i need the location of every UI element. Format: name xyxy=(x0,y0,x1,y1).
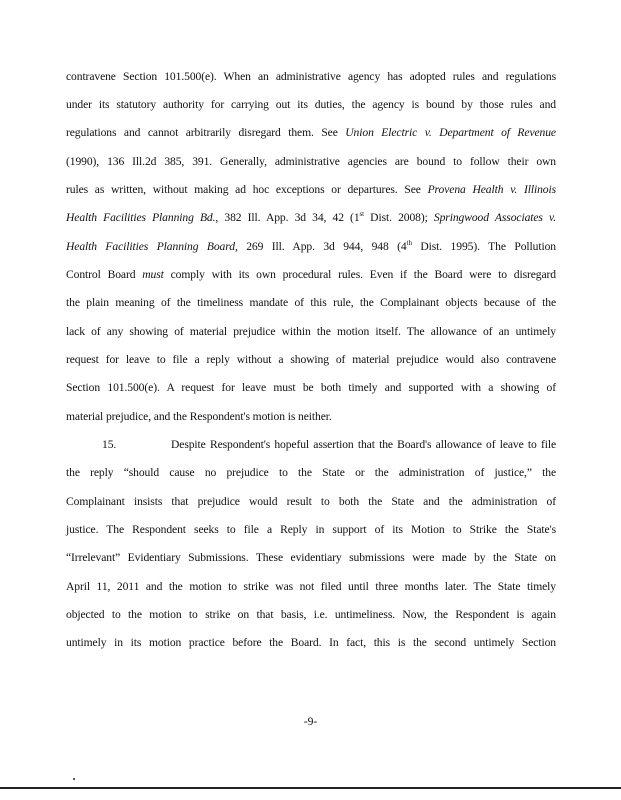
case-citation: Union Electric v. Department of Revenue xyxy=(345,126,556,139)
text-line: request for leave to file a reply without a showing of material prejudice would also contravene xyxy=(66,353,556,366)
text-line: Section 101.500(e). A request for leave must be both timely and supported with a showing of xyxy=(66,381,556,394)
case-citation: Health Facilities Planning Board xyxy=(66,240,235,253)
text-line: Complainant insists that prejudice would result to both the State and the administration of xyxy=(66,495,556,508)
text-line: objected to the motion to strike on that basis, i.e. untimeliness. Now, the Respondent is again xyxy=(66,608,556,621)
text-line: contravene Section 101.500(e). When an administrative agency has adopted rules and regulations xyxy=(66,70,556,83)
case-citation: Springwood Associates v. xyxy=(433,211,556,224)
text-line: the reply “should cause no prejudice to the State or the administration of justice,” the xyxy=(66,466,556,479)
text-line: Health Facilities Planning Board, 269 Ill. App. 3d 944, 948 (4th Dist. 1995). The Pollution xyxy=(66,239,556,253)
case-citation: Health Facilities Planning Bd. xyxy=(66,211,216,224)
paragraph-15-first-line: 15. Despite Respondent's hopeful assertion that the Board's allowance of leave to file xyxy=(66,438,556,452)
text-line: the plain meaning of the timeliness mandate of this rule, the Complainant objects because of the xyxy=(66,296,556,309)
paragraph-number: 15. xyxy=(102,438,117,451)
text-line: lack of any showing of material prejudice within the motion itself. The allowance of an untimely xyxy=(66,325,556,338)
text-line: rules as written, without making ad hoc exceptions or departures. See Provena Health v. Illinois xyxy=(66,183,557,196)
text-line: untimely in its motion practice before the Board. In fact, this is the second untimely Section xyxy=(66,636,556,649)
text-line: Health Facilities Planning Bd., 382 Ill. App. 3d 34, 42 (1st Dist. 2008); Springwood Associates v. xyxy=(66,210,556,224)
footer-rule xyxy=(0,787,621,789)
text-line: justice. The Respondent seeks to file a Reply in support of its Motion to Strike the State's xyxy=(66,523,556,536)
text-line: “Irrelevant” Evidentiary Submissions. These evidentiary submissions were made by the State on xyxy=(66,551,556,564)
case-citation: Provena Health v. Illinois xyxy=(427,183,557,196)
scan-speck xyxy=(73,778,75,780)
text-line: Control Board must comply with its own procedural rules. Even if the Board were to disregard xyxy=(66,268,556,281)
text-line: regulations and cannot arbitrarily disregard them. See Union Electric v. Department of Revenue xyxy=(66,126,556,139)
text-line: material prejudice, and the Respondent's motion is neither. xyxy=(66,410,332,423)
text-line: April 11, 2011 and the motion to strike was not filed until three months later. The State timely xyxy=(66,580,556,593)
text-line: (1990), 136 Ill.2d 385, 391. Generally, administrative agencies are bound to follow their own xyxy=(66,155,556,168)
emphasis: must xyxy=(142,268,164,281)
page-number: -9- xyxy=(303,715,318,728)
text-line: under its statutory authority for carrying out its duties, the agency is bound by those rules and xyxy=(66,98,556,111)
